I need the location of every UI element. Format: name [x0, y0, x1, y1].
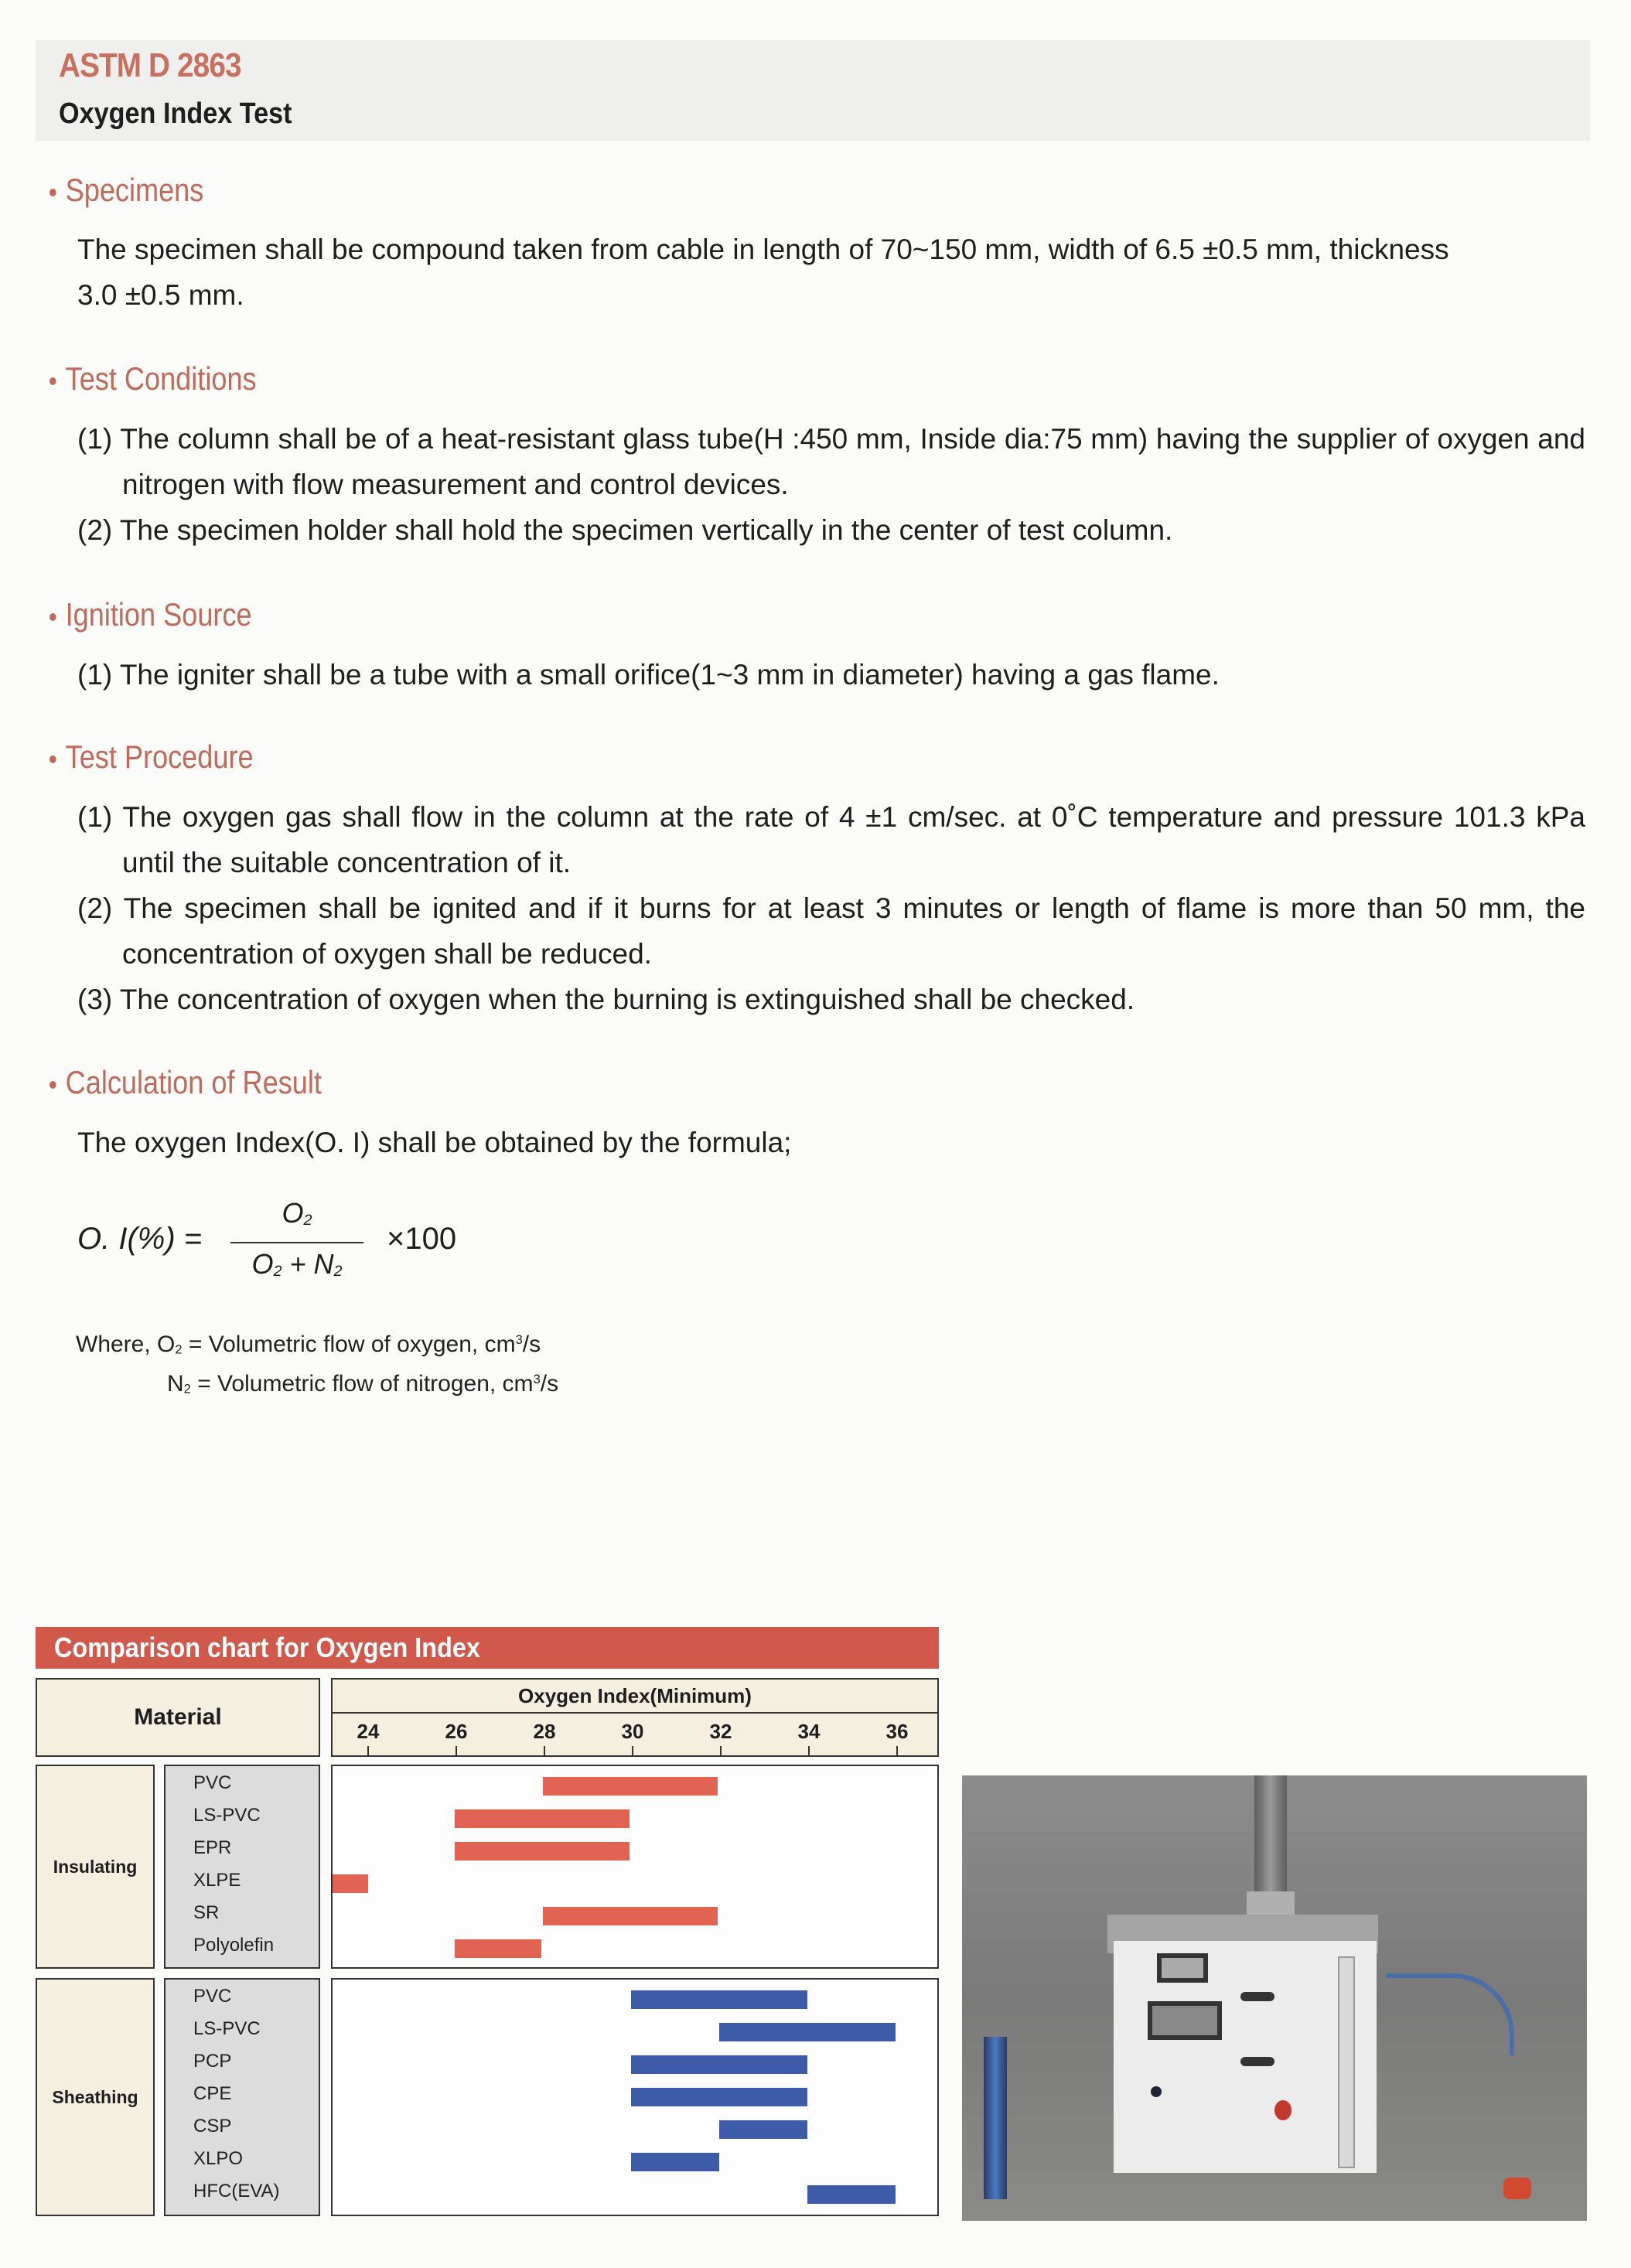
material-list-insulating	[164, 1765, 320, 1969]
material-name: PCP	[193, 2051, 232, 2072]
bar-insulating-epr	[455, 1842, 630, 1860]
formula-lhs: O. I(%) =	[77, 1222, 203, 1256]
group-label-insulating: Insulating	[36, 1765, 155, 1969]
tick-label-36: 36	[885, 1720, 909, 1743]
tick-mark	[367, 1746, 369, 1755]
bar-insulating-sr	[543, 1907, 718, 1925]
apparatus-photo	[962, 1775, 1587, 2221]
digital-display-2	[1148, 2001, 1222, 2040]
where-o2-line: Where, $O_2$ = Volumetric flow of oxygen, $cm^3/s$	[76, 1332, 541, 1357]
fraction-bar	[230, 1242, 363, 1243]
formula-multiplier: ×100	[387, 1222, 457, 1256]
tick-mark	[720, 1746, 722, 1755]
chart-title-bar: Comparison chart for Oxygen Index	[36, 1627, 939, 1669]
material-name: Polyolefin	[193, 1935, 275, 1956]
bar-insulating-polyolefin	[455, 1939, 541, 1958]
bar-insulating-ls-pvc	[455, 1809, 630, 1828]
page-title: Oxygen Index Test	[59, 97, 292, 130]
bar-sheathing-cpe	[631, 2088, 807, 2106]
tick-mark	[456, 1746, 457, 1755]
material-name: PVC	[193, 1986, 232, 2007]
material-name: XLPO	[193, 2148, 244, 2169]
knob-2	[1240, 2057, 1274, 2066]
section-heading-test-procedure: Test Procedure	[49, 738, 254, 776]
tick-mark	[896, 1746, 898, 1755]
material-column-header: Material	[36, 1678, 320, 1757]
material-name: CPE	[193, 2083, 232, 2104]
where-n2-line: $N_2$ = Volumetric flow of nitrogen, $cm^3/s$	[167, 1371, 559, 1397]
bar-sheathing-hfc-eva	[807, 2185, 896, 2204]
red-cap	[1503, 2178, 1531, 2199]
specimens-text: The specimen shall be compound taken from cable in length of 70~150 mm, width of 6.5 ±0.5 mm, thickness 3.0 ±0.5 mm.	[77, 234, 1449, 311]
tick-label-30: 30	[621, 1720, 644, 1743]
plot-area-insulating	[331, 1765, 939, 1969]
tick-label-24: 24	[357, 1720, 380, 1743]
material-name: HFC(EVA)	[193, 2181, 280, 2201]
gas-hose	[1386, 1973, 1514, 2055]
standard-code: ASTM D 2863	[59, 46, 241, 84]
ignition-source-item-1: (1) The igniter shall be a tube with a small orifice(1~3 mm in diameter) having a gas flame.	[77, 659, 1220, 691]
red-button	[1274, 2100, 1291, 2120]
bullet-icon	[49, 189, 56, 196]
test-procedure-item-1: (1) The oxygen gas shall flow in the column at the rate of 4 ±1 cm/sec. at 0˚C temperature and pressure 101.3 kPa until the suitable concentration of it.	[77, 801, 1585, 878]
calculation-intro: The oxygen Index(O. I) shall be obtained by the formula;	[77, 1127, 792, 1158]
tick-mark	[544, 1746, 545, 1755]
tick-label-34: 34	[797, 1720, 821, 1743]
bar-sheathing-pvc	[631, 1990, 807, 2009]
material-name: PVC	[193, 1772, 232, 1793]
bullet-icon	[49, 377, 56, 385]
tick-label-28: 28	[533, 1720, 556, 1743]
tick-label-32: 32	[709, 1720, 732, 1743]
bar-insulating-pvc	[543, 1777, 718, 1796]
bullet-icon	[49, 613, 56, 621]
formula-denominator: $O_2 + N_2$	[251, 1248, 343, 1280]
bar-sheathing-xlpo	[631, 2153, 719, 2171]
bar-insulating-xlpe	[333, 1874, 368, 1893]
material-list-sheathing	[164, 1978, 320, 2216]
bar-sheathing-pcp	[631, 2055, 807, 2074]
power-indicator	[1151, 2086, 1162, 2097]
test-conditions-item-2: (2) The specimen holder shall hold the specimen vertically in the center of test column.	[77, 514, 1173, 546]
formula-fraction	[230, 1197, 363, 1281]
test-procedure-item-3: (3) The concentration of oxygen when the burning is extinguished shall be checked.	[77, 984, 1135, 1015]
material-name: EPR	[193, 1837, 232, 1858]
bullet-icon	[49, 755, 56, 763]
group-label-sheathing: Sheathing	[36, 1978, 155, 2216]
knob-1	[1240, 1992, 1274, 2001]
oxygen-index-axis-header	[331, 1678, 939, 1757]
section-heading-specimens: Specimens	[49, 172, 203, 209]
material-name: SR	[193, 1902, 220, 1923]
formula-numerator: $O_2$	[282, 1197, 312, 1229]
plot-area-sheathing	[331, 1978, 939, 2216]
material-name: LS-PVC	[193, 1805, 261, 1826]
section-heading-calculation: Calculation of Result	[49, 1064, 322, 1101]
test-procedure-item-2: (2) The specimen shall be ignited and if it burns for at least 3 minutes or length of flame is more than 50 mm, the concentration of oxygen shall be reduced.	[77, 892, 1585, 970]
material-name: XLPE	[193, 1870, 241, 1891]
section-heading-test-conditions: Test Conditions	[49, 360, 257, 397]
bar-sheathing-ls-pvc	[719, 2023, 896, 2041]
bullet-icon	[49, 1081, 56, 1089]
tick-mark	[808, 1746, 810, 1755]
axis-title: Oxygen Index(Minimum)	[333, 1680, 937, 1714]
section-heading-ignition-source: Ignition Source	[49, 596, 252, 633]
test-conditions-item-1: (1) The column shall be of a heat-resistant glass tube(H :450 mm, Inside dia:75 mm) having the supplier of oxygen and nitrogen with flow measurement and control devices.	[77, 423, 1585, 500]
bar-sheathing-csp	[719, 2120, 807, 2139]
tick-label-26: 26	[445, 1720, 468, 1743]
material-name: LS-PVC	[193, 2018, 261, 2039]
flow-meter	[1338, 1956, 1355, 2168]
tick-mark	[632, 1746, 633, 1755]
apparatus-body	[1114, 1941, 1377, 2173]
digital-display-1	[1157, 1953, 1208, 1983]
material-name: CSP	[193, 2116, 232, 2137]
gas-cylinder	[984, 2037, 1007, 2199]
